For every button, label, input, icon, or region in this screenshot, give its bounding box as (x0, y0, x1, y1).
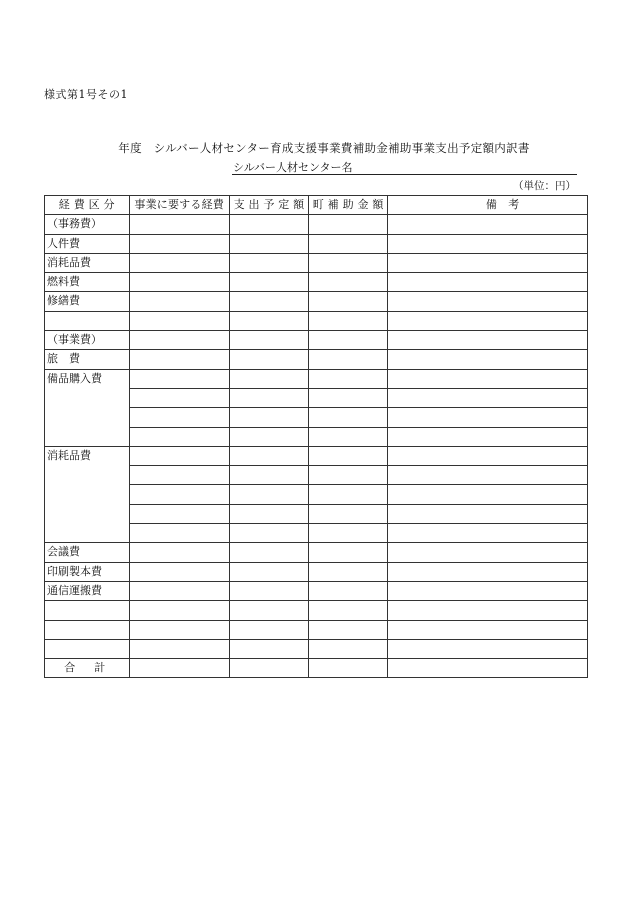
row-label-equipment: 備品購入費 (45, 369, 130, 446)
amount-cell[interactable] (309, 620, 388, 639)
group-office-expenses: （事務費） (45, 215, 130, 234)
amount-cell[interactable] (129, 234, 229, 253)
center-name-field (232, 159, 577, 175)
amount-cell[interactable] (129, 388, 229, 407)
amount-cell[interactable] (229, 253, 308, 272)
header-expense-category: 経 費 区 分 (45, 196, 130, 215)
amount-cell[interactable] (309, 350, 388, 369)
amount-cell[interactable] (129, 350, 229, 369)
remarks-cell[interactable] (388, 543, 588, 562)
blank-label-cell[interactable] (45, 601, 130, 620)
amount-cell[interactable] (309, 466, 388, 485)
table-row (45, 620, 588, 639)
row-label-consumables-business: 消耗品費 (45, 446, 130, 542)
header-town-subsidy: 町 補 助 金 額 (309, 196, 388, 215)
amount-cell[interactable] (129, 369, 229, 388)
amount-cell[interactable] (229, 620, 308, 639)
table-row (45, 562, 588, 581)
amount-cell[interactable] (129, 408, 229, 427)
amount-cell[interactable] (229, 562, 308, 581)
table-row (45, 253, 588, 272)
remarks-cell[interactable] (388, 427, 588, 446)
row-label-printing: 印刷製本費 (45, 562, 130, 581)
row-label-repair: 修繕費 (45, 292, 130, 311)
amount-cell[interactable] (129, 331, 229, 350)
amount-cell[interactable] (229, 446, 308, 465)
table-row (45, 234, 588, 253)
amount-cell[interactable] (229, 504, 308, 523)
amount-cell[interactable] (309, 388, 388, 407)
amount-cell[interactable] (229, 369, 308, 388)
amount-cell[interactable] (229, 427, 308, 446)
amount-cell[interactable] (309, 601, 388, 620)
table-row (45, 311, 588, 330)
table-row (45, 369, 588, 388)
amount-cell[interactable] (309, 504, 388, 523)
amount-cell[interactable] (309, 639, 388, 658)
total-row (45, 659, 588, 678)
remarks-cell[interactable] (388, 659, 588, 678)
amount-cell[interactable] (229, 388, 308, 407)
amount-cell[interactable] (309, 562, 388, 581)
center-name-label: シルバー人材センター名 (233, 161, 353, 174)
amount-cell[interactable] (129, 253, 229, 272)
amount-cell[interactable] (309, 485, 388, 504)
header-remarks: 備 考 (388, 196, 588, 215)
document-title: 年度 シルバー人材センター育成支援事業費補助金補助事業支出予定額内訳書 (118, 141, 530, 155)
table-row (45, 273, 588, 292)
remarks-cell[interactable] (388, 215, 588, 234)
table-row (45, 292, 588, 311)
blank-label-cell[interactable] (45, 639, 130, 658)
table-row (45, 331, 588, 350)
amount-cell[interactable] (309, 581, 388, 600)
remarks-cell[interactable] (388, 601, 588, 620)
remarks-cell[interactable] (388, 350, 588, 369)
table-row (45, 350, 588, 369)
remarks-cell[interactable] (388, 369, 588, 388)
remarks-cell[interactable] (388, 581, 588, 600)
amount-cell[interactable] (229, 273, 308, 292)
amount-cell[interactable] (129, 504, 229, 523)
amount-cell[interactable] (309, 234, 388, 253)
remarks-cell[interactable] (388, 253, 588, 272)
blank-label-cell[interactable] (45, 620, 130, 639)
amount-cell[interactable] (229, 215, 308, 234)
table-row (45, 581, 588, 600)
remarks-cell[interactable] (388, 292, 588, 311)
amount-cell[interactable] (129, 620, 229, 639)
row-label-fuel: 燃料費 (45, 273, 130, 292)
amount-cell[interactable] (129, 485, 229, 504)
unit-label: （単位：円） (513, 180, 576, 192)
amount-cell[interactable] (229, 524, 308, 543)
row-label-meeting: 会議費 (45, 543, 130, 562)
amount-cell[interactable] (229, 543, 308, 562)
amount-cell[interactable] (129, 601, 229, 620)
total-amount-cell[interactable] (309, 659, 388, 678)
amount-cell[interactable] (129, 215, 229, 234)
table-row (45, 601, 588, 620)
row-label-communication: 通信運搬費 (45, 581, 130, 600)
total-amount-cell[interactable] (129, 659, 229, 678)
table-row (45, 639, 588, 658)
remarks-cell[interactable] (388, 273, 588, 292)
amount-cell[interactable] (229, 601, 308, 620)
amount-cell[interactable] (309, 543, 388, 562)
blank-label-cell[interactable] (45, 311, 130, 330)
amount-cell[interactable] (309, 524, 388, 543)
remarks-cell[interactable] (388, 234, 588, 253)
header-required-expense: 事業に要する経費 (129, 196, 229, 215)
amount-cell[interactable] (129, 524, 229, 543)
amount-cell[interactable] (229, 350, 308, 369)
remarks-cell[interactable] (388, 388, 588, 407)
remarks-cell[interactable] (388, 311, 588, 330)
group-business-expenses: （事業費） (45, 331, 130, 350)
amount-cell[interactable] (229, 331, 308, 350)
total-amount-cell[interactable] (229, 659, 308, 678)
remarks-cell[interactable] (388, 620, 588, 639)
amount-cell[interactable] (229, 234, 308, 253)
remarks-cell[interactable] (388, 639, 588, 658)
table-header-row (45, 196, 588, 215)
budget-breakdown-table (44, 195, 588, 678)
total-label: 合 計 (45, 659, 130, 678)
amount-cell[interactable] (309, 446, 388, 465)
amount-cell[interactable] (229, 485, 308, 504)
remarks-cell[interactable] (388, 504, 588, 523)
remarks-cell[interactable] (388, 524, 588, 543)
amount-cell[interactable] (309, 215, 388, 234)
amount-cell[interactable] (129, 292, 229, 311)
amount-cell[interactable] (309, 292, 388, 311)
amount-cell[interactable] (229, 466, 308, 485)
amount-cell[interactable] (129, 466, 229, 485)
amount-cell[interactable] (129, 311, 229, 330)
row-label-consumables-office: 消耗品費 (45, 253, 130, 272)
amount-cell[interactable] (309, 273, 388, 292)
row-label-personnel: 人件費 (45, 234, 130, 253)
remarks-cell[interactable] (388, 331, 588, 350)
amount-cell[interactable] (129, 562, 229, 581)
amount-cell[interactable] (129, 581, 229, 600)
form-number: 様式第1号その1 (44, 88, 128, 101)
table-row (45, 215, 588, 234)
amount-cell[interactable] (129, 543, 229, 562)
amount-cell[interactable] (309, 369, 388, 388)
amount-cell[interactable] (229, 408, 308, 427)
amount-cell[interactable] (229, 292, 308, 311)
amount-cell[interactable] (229, 311, 308, 330)
amount-cell[interactable] (229, 639, 308, 658)
header-planned-expenditure: 支 出 予 定 額 (229, 196, 308, 215)
amount-cell[interactable] (129, 446, 229, 465)
amount-cell[interactable] (309, 408, 388, 427)
amount-cell[interactable] (229, 581, 308, 600)
amount-cell[interactable] (309, 427, 388, 446)
table-row (45, 543, 588, 562)
table-row (45, 446, 588, 465)
remarks-cell[interactable] (388, 485, 588, 504)
amount-cell[interactable] (129, 639, 229, 658)
amount-cell[interactable] (129, 273, 229, 292)
remarks-cell[interactable] (388, 562, 588, 581)
remarks-cell[interactable] (388, 446, 588, 465)
amount-cell[interactable] (309, 253, 388, 272)
remarks-cell[interactable] (388, 408, 588, 427)
amount-cell[interactable] (129, 427, 229, 446)
amount-cell[interactable] (309, 311, 388, 330)
row-label-travel: 旅 費 (45, 350, 130, 369)
remarks-cell[interactable] (388, 466, 588, 485)
amount-cell[interactable] (309, 331, 388, 350)
